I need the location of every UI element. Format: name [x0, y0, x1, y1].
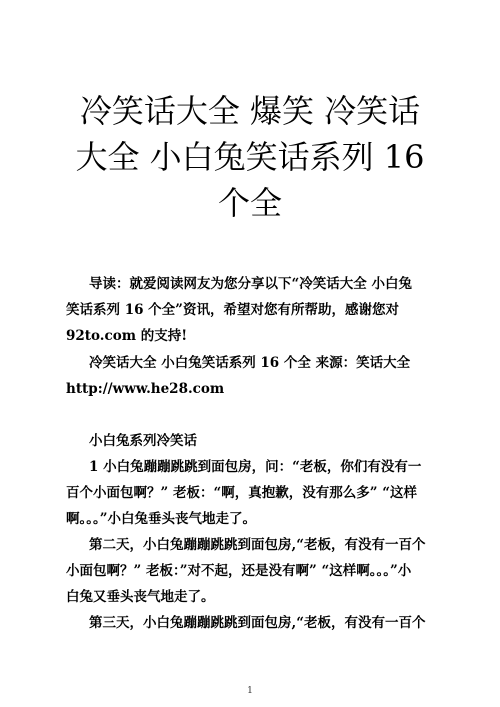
joke-1-line-1: 1 小白兔蹦蹦跳跳到面包房，问：“老板，你们有没有一 — [89, 459, 422, 475]
joke-2-line-2: 小面包啊？” 老板：”对不起，还是没有啊” “这样啊。。。”小 — [66, 563, 412, 579]
source-line-2: http://www.he28.com — [66, 381, 225, 397]
source-line-1: 冷笑话大全 小白兔笑话系列 16 个全 来源：笑话大全 — [89, 355, 411, 371]
intro-line-1: 导读：就爱阅读网友为您分享以下“冷笑话大全 小白兔 — [89, 276, 412, 292]
title-line-1: 冷笑话大全 爆笑 冷笑话 — [79, 92, 421, 130]
intro-line-2: 笑话系列 16 个全”资讯，希望对您有所帮助，感谢您对 — [66, 302, 399, 318]
joke-3-line-1: 第三天，小白兔蹦蹦跳跳到面包房,“老板，有没有一百个 — [89, 615, 426, 631]
joke-2-line-3: 白兔又垂头丧气地走了。 — [66, 589, 215, 605]
title-line-3: 个全 — [217, 184, 282, 222]
document-title — [60, 88, 440, 226]
jokes-section — [66, 428, 446, 636]
joke-1-line-3: 啊。。。”小白兔垂头丧气地走了。 — [66, 511, 257, 527]
intro-paragraph — [66, 271, 446, 349]
joke-2-line-1: 第二天，小白兔蹦蹦跳跳到面包房,“老板，有没有一百个 — [89, 537, 426, 553]
joke-1-line-2: 百个小面包啊？” 老板：“啊，真抱歉，没有那么多” “这样 — [66, 485, 417, 501]
section-heading: 小白兔系列冷笑话 — [89, 433, 197, 449]
source-paragraph — [66, 350, 446, 402]
page-number: 1 — [247, 686, 253, 696]
title-line-2: 大全 小白兔笑话系列 16 — [75, 138, 425, 176]
intro-line-3: 92to.com 的支持! — [66, 328, 188, 344]
